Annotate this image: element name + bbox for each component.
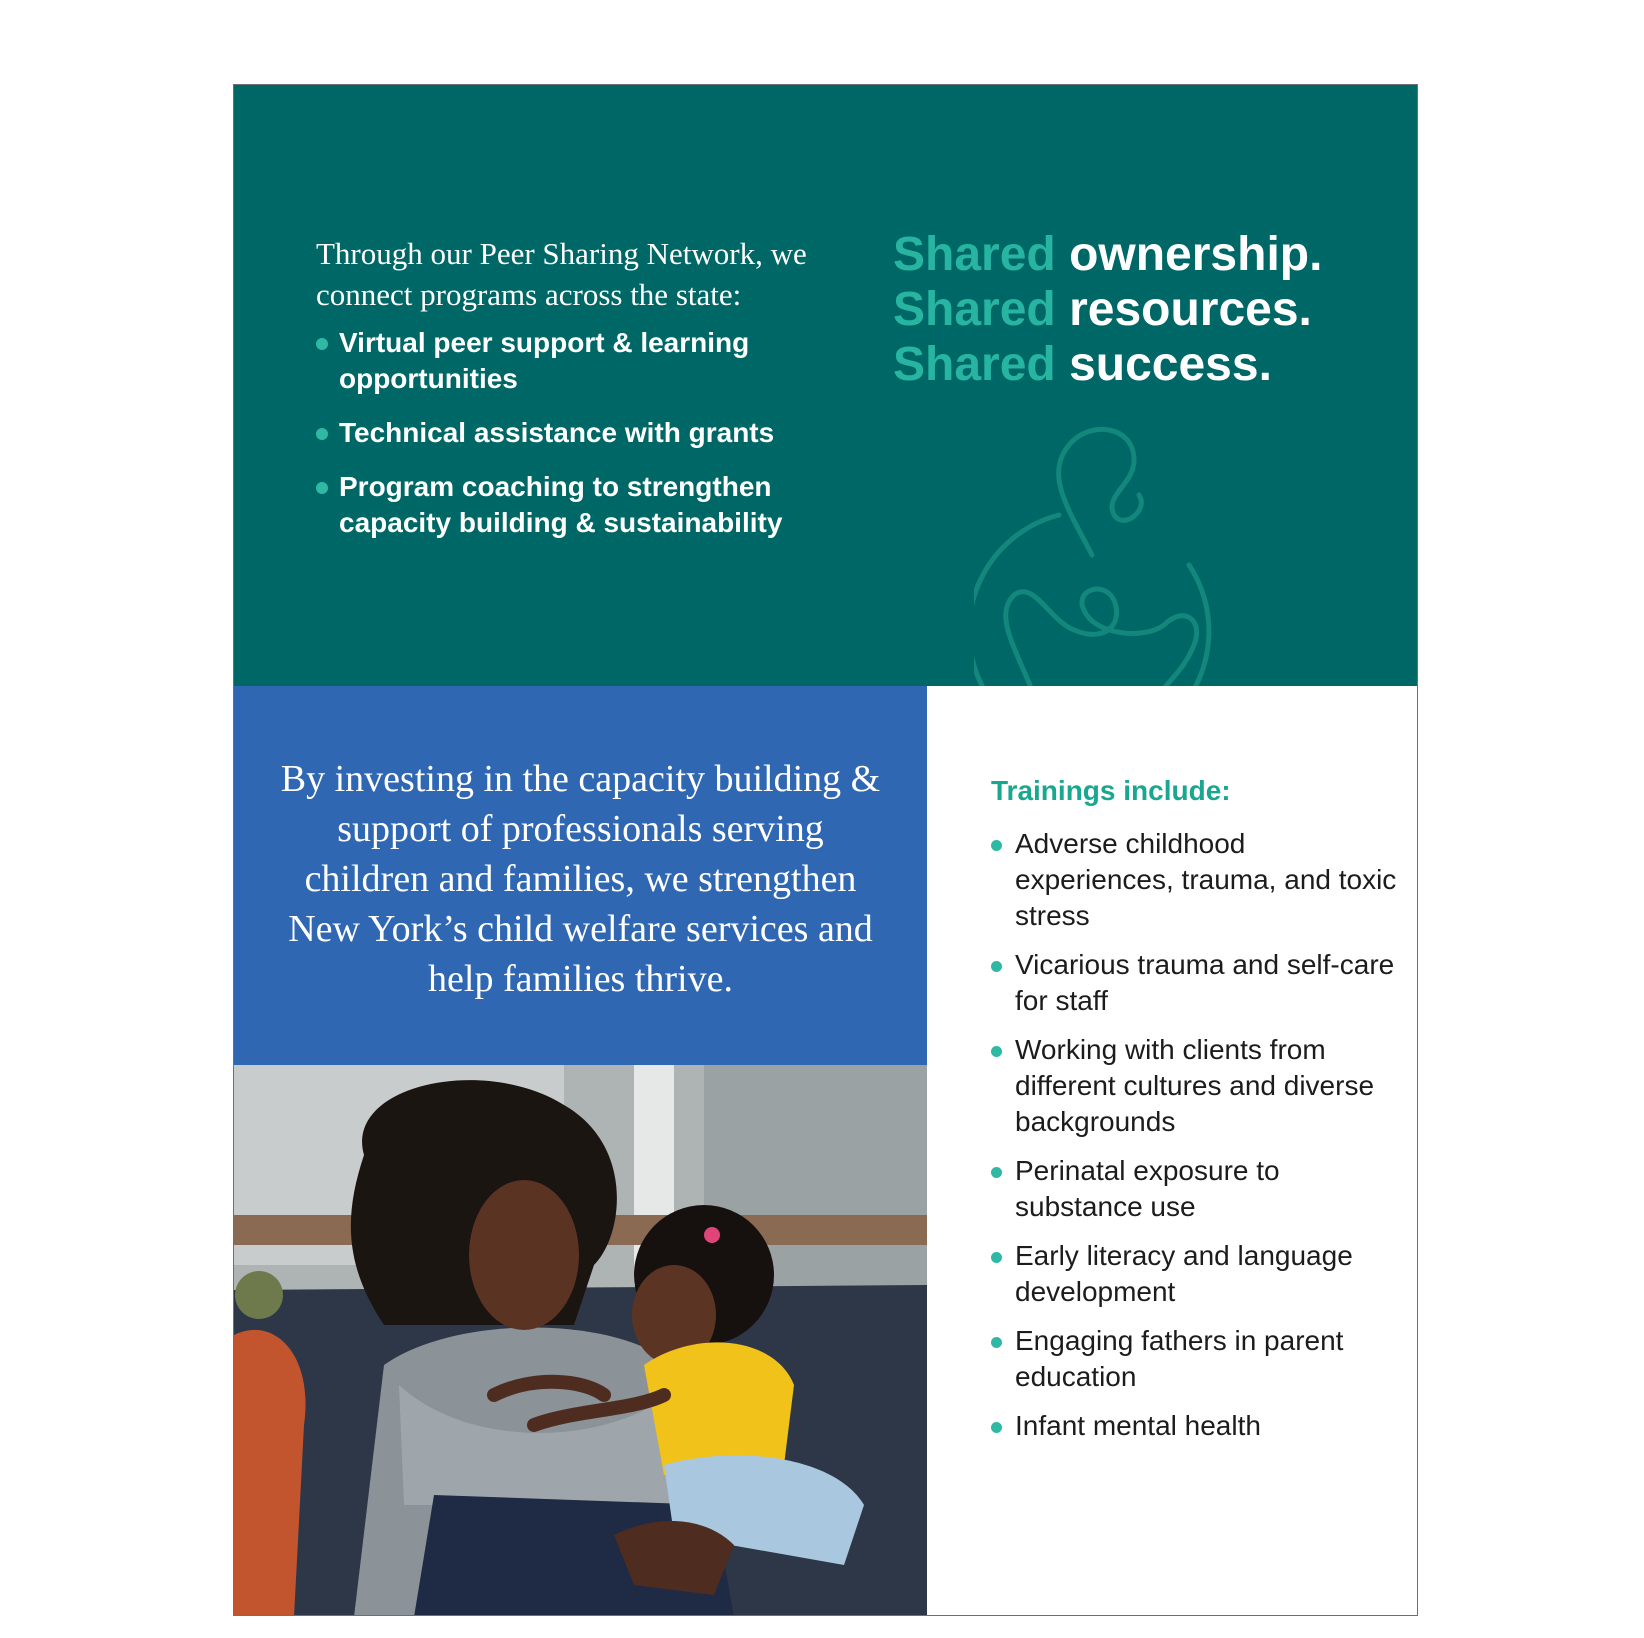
list-item-label: Vicarious trauma and self-care for staff [1015,949,1395,1016]
intro-text: Through our Peer Sharing Network, we connect programs across the state: [316,236,807,312]
mother-child-circle-icon [974,415,1234,686]
list-item [991,1032,1411,1140]
list-item-label: Perinatal exposure to substance use [1015,1155,1280,1222]
list-item-label: Early literacy and language development [1015,1240,1353,1307]
list-item [991,1323,1411,1395]
bullet-dot-icon [991,961,1002,972]
quote-text: By investing in the capacity building & support of professionals serving children and families, we strengthen New York’s child welfare services and help families thrive. [280,758,881,1000]
list-item [316,415,836,451]
bullet-dot-icon [991,1337,1002,1348]
list-item-label: Technical assistance with grants [339,417,775,448]
tagline-line [893,337,1393,392]
bullet-dot-icon [991,1167,1002,1178]
list-item-label: Virtual peer support & learning opportunities [339,327,750,394]
bullet-dot-icon [991,1046,1002,1057]
flyer-page [233,84,1418,1616]
list-item [991,1238,1411,1310]
mother-and-daughter-photo [234,1065,927,1616]
tagline-shared: Shared [893,228,1056,281]
list-item-label: Infant mental health [1015,1410,1261,1441]
bullet-dot-icon [316,482,328,494]
list-item [991,1408,1411,1444]
bullet-dot-icon [316,428,328,440]
list-item [316,325,836,397]
trainings-title: Trainings include: [991,775,1231,806]
list-item-label: Working with clients from different cultures and diverse backgrounds [1015,1034,1375,1137]
tagline-shared: Shared [893,338,1056,391]
bullet-dot-icon [316,338,328,350]
bullet-dot-icon [991,1422,1002,1433]
photo-illustration [234,1065,927,1616]
trainings-panel [927,686,1418,1616]
services-list [316,325,836,559]
quote-panel [234,686,927,1065]
list-item-label: Program coaching to strengthen capacity building & sustainability [339,471,783,538]
tagline-line [893,282,1393,337]
list-item [991,826,1411,934]
tagline-word: resources. [1069,283,1312,336]
list-item [991,947,1411,1019]
tagline-word: success. [1069,338,1272,391]
peer-sharing-panel [234,85,1418,686]
bullet-dot-icon [991,840,1002,851]
bullet-dot-icon [991,1252,1002,1263]
list-item-label: Adverse childhood experiences, trauma, and toxic stress [1015,828,1397,931]
tagline-word: ownership. [1069,228,1323,281]
list-item [316,469,836,541]
tagline [893,227,1393,392]
tagline-shared: Shared [893,283,1056,336]
tagline-line [893,227,1393,282]
list-item-label: Engaging fathers in parent education [1015,1325,1344,1392]
trainings-list [991,826,1411,1457]
list-item [991,1153,1411,1225]
